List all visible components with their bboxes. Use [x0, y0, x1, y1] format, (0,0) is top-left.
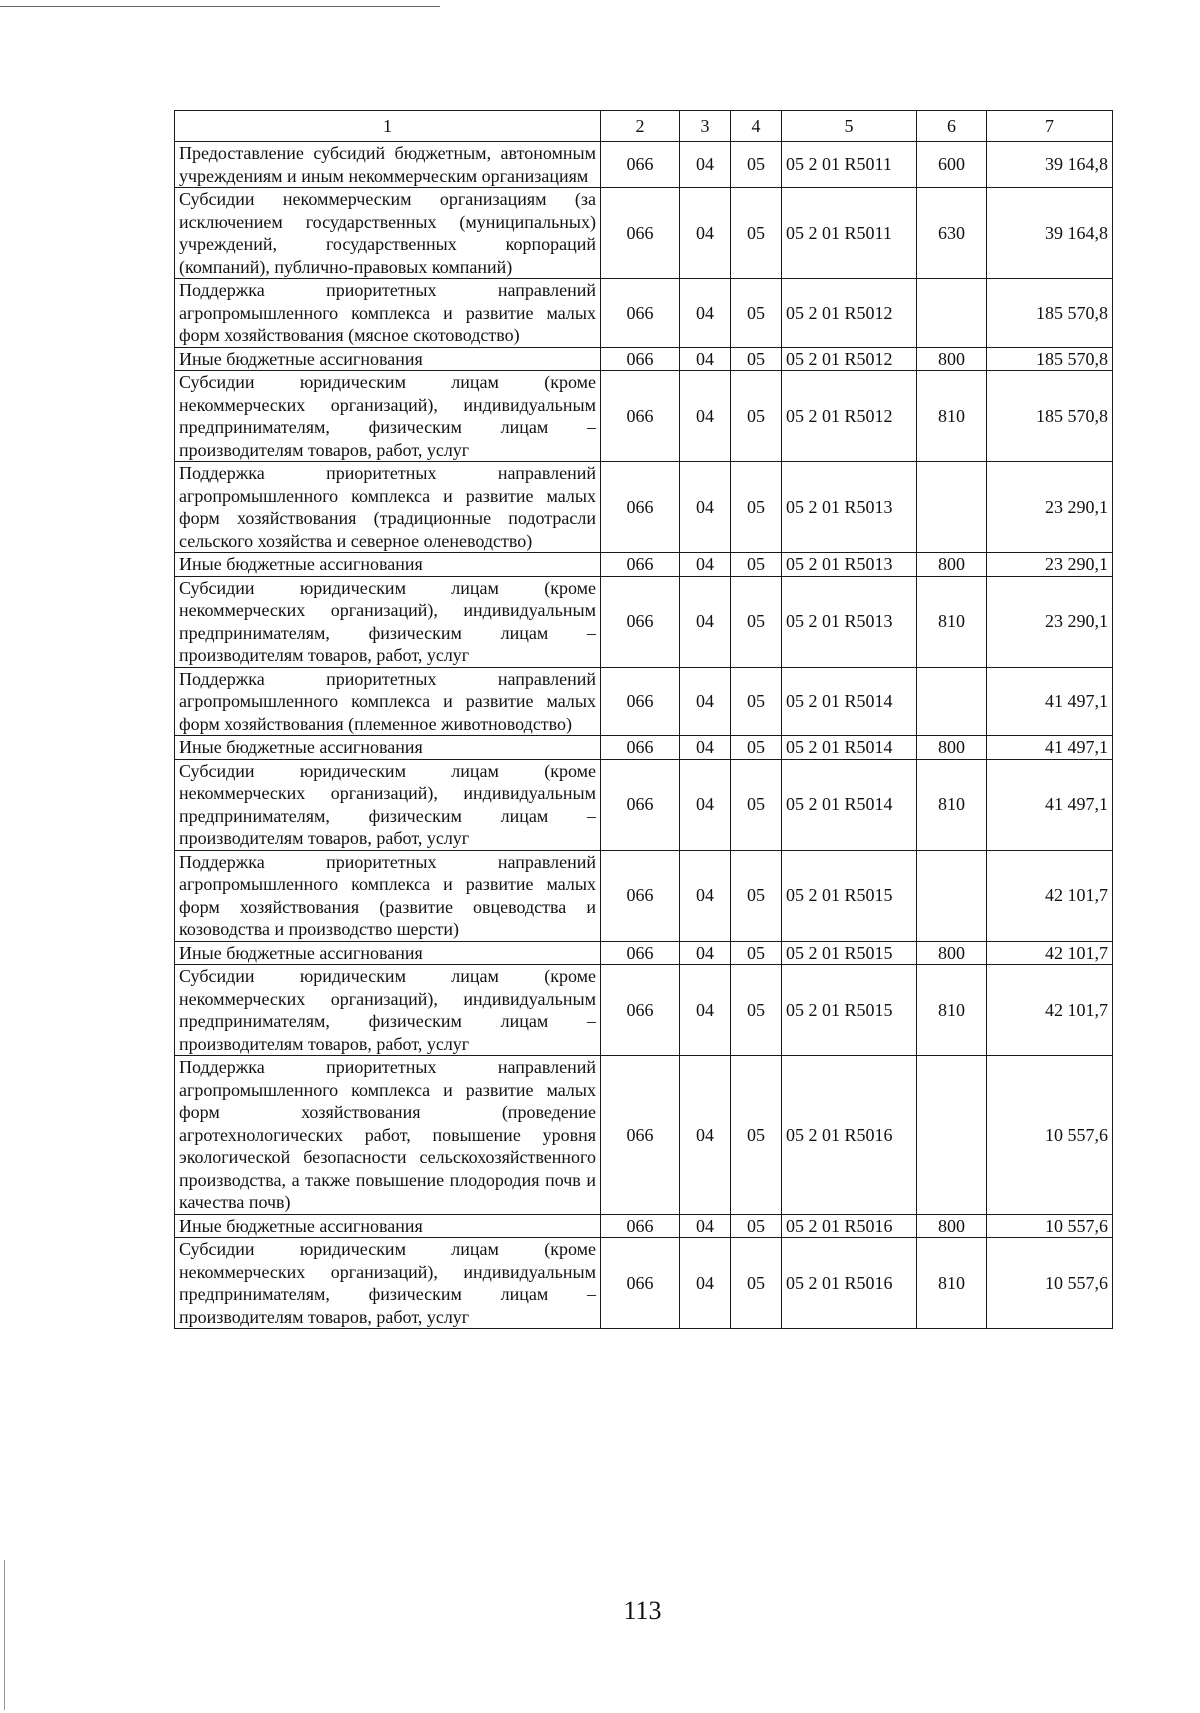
row-vr-cell — [917, 850, 987, 941]
table-row — [175, 462, 1113, 553]
row-vr-cell: 810 — [917, 371, 987, 462]
row-vr-cell: 810 — [917, 576, 987, 667]
row-name-cell: Предоставление субсидий бюджетным, автономным учреждениям и иным некоммерческим организациям — [175, 142, 601, 188]
row-csr-cell: 05 2 01 R5015 — [782, 941, 917, 965]
row-pr-cell: 05 — [731, 553, 782, 577]
row-name-cell: Иные бюджетные ассигнования — [175, 553, 601, 577]
table-row — [175, 759, 1113, 850]
row-name-cell: Иные бюджетные ассигнования — [175, 1214, 601, 1238]
column-header-gr: 2 — [601, 111, 680, 142]
row-gr-cell: 066 — [601, 1214, 680, 1238]
row-rz-cell: 04 — [680, 965, 731, 1056]
row-name-cell: Субсидии юридическим лицам (кроме некоммерческих организаций), индивидуальным предпринимателям, физическим лицам – производителям товаров, работ, услуг — [175, 576, 601, 667]
row-pr-cell: 05 — [731, 1214, 782, 1238]
row-csr-cell: 05 2 01 R5016 — [782, 1214, 917, 1238]
row-pr-cell: 05 — [731, 188, 782, 279]
table-row — [175, 279, 1113, 348]
row-pr-cell: 05 — [731, 759, 782, 850]
row-name-cell: Поддержка приоритетных направлений агропромышленного комплекса и развитие малых форм хозяйствования (развитие овцеводства и козоводства и производство шерсти) — [175, 850, 601, 941]
row-rz-cell: 04 — [680, 1238, 731, 1329]
row-rz-cell: 04 — [680, 553, 731, 577]
row-sum-cell: 185 570,8 — [987, 279, 1113, 348]
row-gr-cell: 066 — [601, 667, 680, 736]
row-sum-cell: 185 570,8 — [987, 347, 1113, 371]
row-rz-cell: 04 — [680, 1056, 731, 1215]
row-rz-cell: 04 — [680, 667, 731, 736]
row-pr-cell: 05 — [731, 965, 782, 1056]
top-edge-rule — [0, 6, 440, 7]
row-csr-cell: 05 2 01 R5011 — [782, 142, 917, 188]
table-row — [175, 1214, 1113, 1238]
row-sum-cell: 10 557,6 — [987, 1056, 1113, 1215]
row-pr-cell: 05 — [731, 371, 782, 462]
row-csr-cell: 05 2 01 R5012 — [782, 347, 917, 371]
row-vr-cell: 800 — [917, 1214, 987, 1238]
table-row — [175, 553, 1113, 577]
row-gr-cell: 066 — [601, 1238, 680, 1329]
row-sum-cell: 23 290,1 — [987, 576, 1113, 667]
row-name-cell: Субсидии юридическим лицам (кроме некоммерческих организаций), индивидуальным предпринимателям, физическим лицам – производителям товаров, работ, услуг — [175, 759, 601, 850]
row-sum-cell: 10 557,6 — [987, 1238, 1113, 1329]
row-csr-cell: 05 2 01 R5014 — [782, 667, 917, 736]
row-rz-cell: 04 — [680, 142, 731, 188]
row-csr-cell: 05 2 01 R5014 — [782, 736, 917, 760]
row-rz-cell: 04 — [680, 188, 731, 279]
row-vr-cell: 800 — [917, 553, 987, 577]
row-csr-cell: 05 2 01 R5015 — [782, 965, 917, 1056]
column-header-vr: 6 — [917, 111, 987, 142]
table-row — [175, 736, 1113, 760]
row-name-cell: Субсидии юридическим лицам (кроме некоммерческих организаций), индивидуальным предпринимателям, физическим лицам – производителям товаров, работ, услуг — [175, 371, 601, 462]
row-pr-cell: 05 — [731, 462, 782, 553]
row-name-cell: Поддержка приоритетных направлений агропромышленного комплекса и развитие малых форм хозяйствования (проведение агротехнологических работ, повышение уровня экологической безопасности сельскохозяйственного производства, а также повышение плодородия почв и качества почв) — [175, 1056, 601, 1215]
row-vr-cell: 810 — [917, 1238, 987, 1329]
row-name-cell: Субсидии некоммерческим организациям (за исключением государственных (муниципальных) учреждений, государственных корпораций (компаний), публично-правовых компаний) — [175, 188, 601, 279]
table-row — [175, 142, 1113, 188]
row-csr-cell: 05 2 01 R5016 — [782, 1238, 917, 1329]
row-vr-cell — [917, 279, 987, 348]
row-name-cell: Поддержка приоритетных направлений агропромышленного комплекса и развитие малых форм хозяйствования (племенное животноводство) — [175, 667, 601, 736]
row-pr-cell: 05 — [731, 1238, 782, 1329]
row-vr-cell: 800 — [917, 941, 987, 965]
row-rz-cell: 04 — [680, 736, 731, 760]
row-gr-cell: 066 — [601, 142, 680, 188]
row-sum-cell: 39 164,8 — [987, 188, 1113, 279]
row-pr-cell: 05 — [731, 347, 782, 371]
column-header-csr: 5 — [782, 111, 917, 142]
row-vr-cell: 630 — [917, 188, 987, 279]
table-row — [175, 667, 1113, 736]
row-sum-cell: 41 497,1 — [987, 759, 1113, 850]
row-pr-cell: 05 — [731, 667, 782, 736]
row-sum-cell: 41 497,1 — [987, 736, 1113, 760]
row-name-cell: Иные бюджетные ассигнования — [175, 941, 601, 965]
table-row — [175, 188, 1113, 279]
table-row — [175, 850, 1113, 941]
table-row — [175, 347, 1113, 371]
row-name-cell: Поддержка приоритетных направлений агропромышленного комплекса и развитие малых форм хозяйствования (мясное скотоводство) — [175, 279, 601, 348]
row-csr-cell: 05 2 01 R5015 — [782, 850, 917, 941]
row-pr-cell: 05 — [731, 941, 782, 965]
row-vr-cell: 600 — [917, 142, 987, 188]
row-sum-cell: 185 570,8 — [987, 371, 1113, 462]
row-vr-cell: 810 — [917, 759, 987, 850]
row-rz-cell: 04 — [680, 347, 731, 371]
row-gr-cell: 066 — [601, 576, 680, 667]
row-rz-cell: 04 — [680, 850, 731, 941]
row-rz-cell: 04 — [680, 279, 731, 348]
row-rz-cell: 04 — [680, 371, 731, 462]
row-vr-cell: 800 — [917, 736, 987, 760]
row-vr-cell — [917, 1056, 987, 1215]
row-rz-cell: 04 — [680, 576, 731, 667]
row-pr-cell: 05 — [731, 1056, 782, 1215]
column-header-sum: 7 — [987, 111, 1113, 142]
row-vr-cell — [917, 462, 987, 553]
row-gr-cell: 066 — [601, 1056, 680, 1215]
row-sum-cell: 42 101,7 — [987, 965, 1113, 1056]
row-gr-cell: 066 — [601, 462, 680, 553]
row-gr-cell: 066 — [601, 759, 680, 850]
row-sum-cell: 41 497,1 — [987, 667, 1113, 736]
row-csr-cell: 05 2 01 R5011 — [782, 188, 917, 279]
row-vr-cell: 810 — [917, 965, 987, 1056]
row-pr-cell: 05 — [731, 576, 782, 667]
row-csr-cell: 05 2 01 R5013 — [782, 553, 917, 577]
row-csr-cell: 05 2 01 R5014 — [782, 759, 917, 850]
table-row — [175, 941, 1113, 965]
row-gr-cell: 066 — [601, 965, 680, 1056]
table-row — [175, 1238, 1113, 1329]
table-row — [175, 576, 1113, 667]
row-gr-cell: 066 — [601, 941, 680, 965]
row-rz-cell: 04 — [680, 759, 731, 850]
row-rz-cell: 04 — [680, 1214, 731, 1238]
row-gr-cell: 066 — [601, 850, 680, 941]
row-pr-cell: 05 — [731, 736, 782, 760]
row-sum-cell: 42 101,7 — [987, 850, 1113, 941]
row-sum-cell: 42 101,7 — [987, 941, 1113, 965]
row-gr-cell: 066 — [601, 371, 680, 462]
row-csr-cell: 05 2 01 R5013 — [782, 462, 917, 553]
row-csr-cell: 05 2 01 R5012 — [782, 279, 917, 348]
table-row — [175, 371, 1113, 462]
table-row — [175, 965, 1113, 1056]
row-name-cell: Иные бюджетные ассигнования — [175, 736, 601, 760]
row-gr-cell: 066 — [601, 736, 680, 760]
row-vr-cell: 800 — [917, 347, 987, 371]
row-rz-cell: 04 — [680, 941, 731, 965]
row-gr-cell: 066 — [601, 279, 680, 348]
row-rz-cell: 04 — [680, 462, 731, 553]
table-body — [175, 142, 1113, 1329]
table-row — [175, 1056, 1113, 1215]
header-row — [175, 111, 1113, 142]
budget-table — [174, 110, 1113, 1329]
column-header-pr: 4 — [731, 111, 782, 142]
row-sum-cell: 23 290,1 — [987, 553, 1113, 577]
row-pr-cell: 05 — [731, 142, 782, 188]
row-sum-cell: 23 290,1 — [987, 462, 1113, 553]
row-vr-cell — [917, 667, 987, 736]
row-name-cell: Субсидии юридическим лицам (кроме некоммерческих организаций), индивидуальным предпринимателям, физическим лицам – производителям товаров, работ, услуг — [175, 1238, 601, 1329]
left-edge-rule — [4, 1560, 5, 1710]
row-gr-cell: 066 — [601, 188, 680, 279]
row-csr-cell: 05 2 01 R5016 — [782, 1056, 917, 1215]
column-header-rz: 3 — [680, 111, 731, 142]
page-number: 113 — [623, 1596, 662, 1625]
row-csr-cell: 05 2 01 R5013 — [782, 576, 917, 667]
row-pr-cell: 05 — [731, 279, 782, 348]
row-sum-cell: 10 557,6 — [987, 1214, 1113, 1238]
row-gr-cell: 066 — [601, 553, 680, 577]
row-sum-cell: 39 164,8 — [987, 142, 1113, 188]
row-pr-cell: 05 — [731, 850, 782, 941]
column-header-name: 1 — [175, 111, 601, 142]
row-name-cell: Субсидии юридическим лицам (кроме некоммерческих организаций), индивидуальным предпринимателям, физическим лицам – производителям товаров, работ, услуг — [175, 965, 601, 1056]
row-name-cell: Поддержка приоритетных направлений агропромышленного комплекса и развитие малых форм хозяйствования (традиционные подотрасли сельского хозяйства и северное оленеводство) — [175, 462, 601, 553]
row-name-cell: Иные бюджетные ассигнования — [175, 347, 601, 371]
row-gr-cell: 066 — [601, 347, 680, 371]
row-csr-cell: 05 2 01 R5012 — [782, 371, 917, 462]
